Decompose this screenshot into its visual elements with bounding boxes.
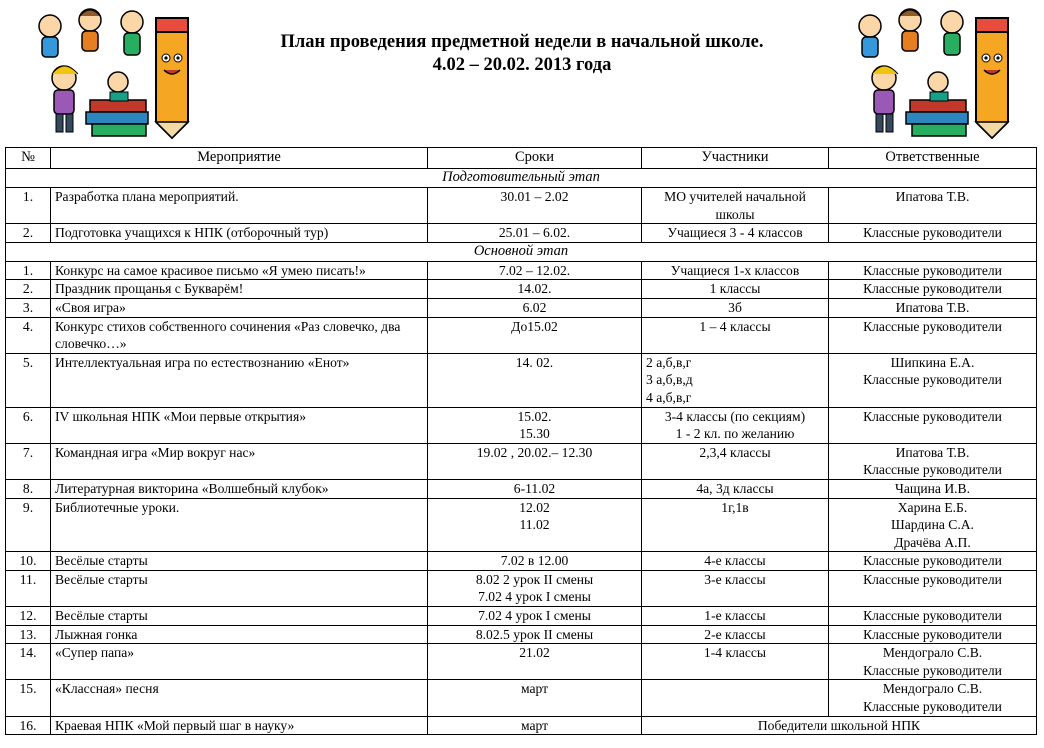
header-event: Мероприятие [51,148,428,169]
cell-line: 3 а,б,в,д [646,372,693,388]
cell-line: Шипкина Е.А. [890,354,975,370]
cell-line: Классные руководители [863,408,1002,424]
row-number: 9. [6,498,51,552]
cell-line: Классные руководители [863,571,1002,587]
cell-line: 6.02 [522,299,547,315]
header-number: № [6,148,51,169]
table-row [6,716,1037,735]
event-responsible [829,443,1037,479]
event-name: Праздник прощанья с Букварём! [51,280,428,299]
table-row [6,570,1037,606]
event-responsible [829,570,1037,606]
cell-line: Классные руководители [863,281,1002,297]
cell-line: Мендограло С.В. [882,681,983,697]
event-name: Библиотечные уроки. [51,498,428,552]
cell-line: Шардина С.А. [891,517,974,533]
table-row [6,353,1037,407]
cell-line: 4 а,б,в,г [646,389,692,405]
row-number: 1. [6,188,51,224]
cell-line: Драчёва А.П. [894,534,971,550]
cell-line: 4а, 3д классы [696,480,774,496]
event-dates [428,498,642,552]
event-dates [428,625,642,644]
table-row [6,680,1037,716]
event-dates [428,644,642,680]
event-participants [642,407,829,443]
cell-line: 15.02. [517,408,552,424]
cell-line: 4-е классы [704,553,766,569]
event-name: Лыжная гонка [51,625,428,644]
row-number: 16. [6,716,51,735]
title-line-1: План проведения предметной недели в начальной школе. [280,32,764,52]
participants-responsible: Победители школьной НПК [642,716,1037,735]
event-responsible [829,280,1037,299]
cell-line: 7.02 в 12.00 [500,553,569,569]
event-dates [428,479,642,498]
event-name: Литературная викторина «Волшебный клубок» [51,479,428,498]
cell-line: Классные руководители [863,553,1002,569]
event-responsible [829,353,1037,407]
event-responsible [829,298,1037,317]
cell-line: 2-е классы [704,626,766,642]
row-number: 5. [6,353,51,407]
cell-line: Классные руководители [863,262,1002,278]
cell-line: Ипатова Т.В. [895,444,970,460]
cell-line: 3-е классы [704,571,766,587]
table-body [6,169,1037,735]
event-dates [428,443,642,479]
cell-line: 19.02 , 20.02.– 12.30 [476,444,593,460]
event-participants [642,625,829,644]
cell-line: Классные руководители [863,626,1002,642]
cell-line: Классные руководители [863,662,1002,678]
cell-line: 2,3,4 классы [699,444,771,460]
event-name: Подготовка учащихся к НПК (отборочный тур) [51,224,428,243]
event-participants [642,644,829,680]
event-responsible [829,498,1037,552]
table-row [6,317,1037,353]
event-responsible [829,188,1037,224]
event-responsible [829,317,1037,353]
event-participants [642,317,829,353]
event-name: Краевая НПК «Мой первый шаг в науку» [51,716,428,735]
table-row [6,479,1037,498]
row-number: 11. [6,570,51,606]
table-row [6,188,1037,224]
cell-line: 7.02 – 12.02. [498,262,571,278]
cell-line: 8.02.5 урок II смены [475,626,594,642]
row-number: 8. [6,479,51,498]
event-name: Конкурс на самое красивое письмо «Я умею писать!» [51,261,428,280]
document-title [0,31,1044,77]
cell-line: 25.01 – 6.02. [498,225,571,241]
row-number: 15. [6,680,51,716]
event-name: Весёлые старты [51,570,428,606]
event-responsible [829,680,1037,716]
event-participants [642,498,829,552]
event-participants [642,298,829,317]
cell-line: 1 - 2 кл. по желанию [675,426,795,442]
cell-line: Ипатова Т.В. [895,189,970,204]
event-dates [428,353,642,407]
cell-line: 7.02 4 урок I смены [478,608,591,624]
event-participants [642,607,829,626]
row-number: 2. [6,224,51,243]
event-name: «Классная» песня [51,680,428,716]
event-dates [428,224,642,243]
event-name: IV школьная НПК «Мои первые открытия» [51,407,428,443]
cell-line: 1-4 классы [703,645,767,661]
event-participants [642,443,829,479]
header-participants: Участники [642,148,829,169]
event-name: Весёлые старты [51,607,428,626]
event-responsible [829,625,1037,644]
event-dates [428,680,642,716]
event-dates [428,298,642,317]
event-participants [642,680,829,716]
cell-line: 1-е классы [704,608,766,624]
event-dates [428,570,642,606]
cell-line: 3б [728,299,742,315]
cell-line: Учащиеся 3 - 4 классов [667,225,803,241]
event-dates [428,188,642,224]
cell-line: 15.30 [519,426,550,442]
cell-line: Классные руководители [863,318,1002,334]
event-dates [428,261,642,280]
cell-line: 21.02 [519,645,550,661]
title-line-2: 4.02 – 20.02. 2013 года [432,55,612,75]
event-name: Командная игра «Мир вокруг нас» [51,443,428,479]
event-participants [642,552,829,571]
stage-title: Подготовительный этап [6,169,1037,188]
cell-line: 12.02 [519,499,550,515]
events-plan-table [5,147,1037,735]
cell-line: 30.01 – 2.02 [500,189,569,204]
event-responsible [829,407,1037,443]
event-responsible [829,479,1037,498]
row-number: 12. [6,607,51,626]
cell-line: 8.02 2 урок II смены [475,571,594,587]
event-dates [428,552,642,571]
cell-line: Классные руководители [863,608,1002,624]
table-row [6,224,1037,243]
event-responsible [829,224,1037,243]
event-name: Весёлые старты [51,552,428,571]
table-row [6,607,1037,626]
cell-line: 1г,1в [721,499,749,515]
cell-line: Ипатова Т.В. [895,299,970,315]
cell-line: Классные руководители [863,699,1002,715]
event-participants [642,261,829,280]
row-number: 13. [6,625,51,644]
cell-line: март [520,681,549,697]
event-name: «Супер папа» [51,644,428,680]
stage-title: Основной этап [6,242,1037,261]
row-number: 10. [6,552,51,571]
event-participants [642,224,829,243]
event-participants [642,479,829,498]
cell-line: До15.02 [511,318,558,334]
cell-line: 14. 02. [515,354,554,370]
cell-line: 1 классы [709,281,761,297]
cell-line: 1 – 4 классы [699,318,771,334]
event-responsible [829,261,1037,280]
event-dates [428,407,642,443]
event-dates [428,607,642,626]
event-participants [642,188,829,224]
cell-line: Классные руководители [863,225,1002,241]
cell-line: МО учителей начальной школы [664,189,806,222]
stage-row [6,169,1037,188]
row-number: 4. [6,317,51,353]
row-number: 7. [6,443,51,479]
event-participants [642,280,829,299]
table-row [6,498,1037,552]
row-number: 3. [6,298,51,317]
table-row [6,625,1037,644]
cell-line: март [520,717,549,733]
event-name: Разработка плана мероприятий. [51,188,428,224]
cell-line: 14.02. [517,281,552,297]
cell-line: Харина Е.Б. [897,499,968,515]
stage-row [6,242,1037,261]
row-number: 2. [6,280,51,299]
row-number: 14. [6,644,51,680]
event-dates [428,317,642,353]
table-row [6,298,1037,317]
cell-line: Классные руководители [863,462,1002,478]
event-participants [642,570,829,606]
event-responsible [829,552,1037,571]
table-row [6,644,1037,680]
row-number: 6. [6,407,51,443]
event-dates [428,280,642,299]
table-row [6,443,1037,479]
cell-line: 7.02 4 урок I смены [478,589,591,605]
cell-line: Учащиеся 1-х классов [670,262,800,278]
table-header-row [6,148,1037,169]
cell-line: 6-11.02 [513,480,556,496]
table-row [6,261,1037,280]
cell-line: 11.02 [519,517,550,533]
table-row [6,407,1037,443]
header-responsible: Ответственные [829,148,1037,169]
event-name: Интеллектуальная игра по естествознанию «Енот» [51,353,428,407]
cell-line: Мендограло С.В. [882,645,983,661]
header-dates: Сроки [428,148,642,169]
cell-line: 3-4 классы (по секциям) [664,408,806,424]
row-number: 1. [6,261,51,280]
event-name: «Своя игра» [51,298,428,317]
event-participants [642,353,829,407]
table-row [6,280,1037,299]
cell-line: 2 а,б,в,г [646,354,692,370]
event-dates [428,716,642,735]
event-responsible [829,607,1037,626]
table-row [6,552,1037,571]
event-name: Конкурс стихов собственного сочинения «Раз словечко, два словечко…» [51,317,428,353]
cell-line: Классные руководители [863,372,1002,388]
event-responsible [829,644,1037,680]
cell-line: Чащина И.В. [895,480,970,496]
